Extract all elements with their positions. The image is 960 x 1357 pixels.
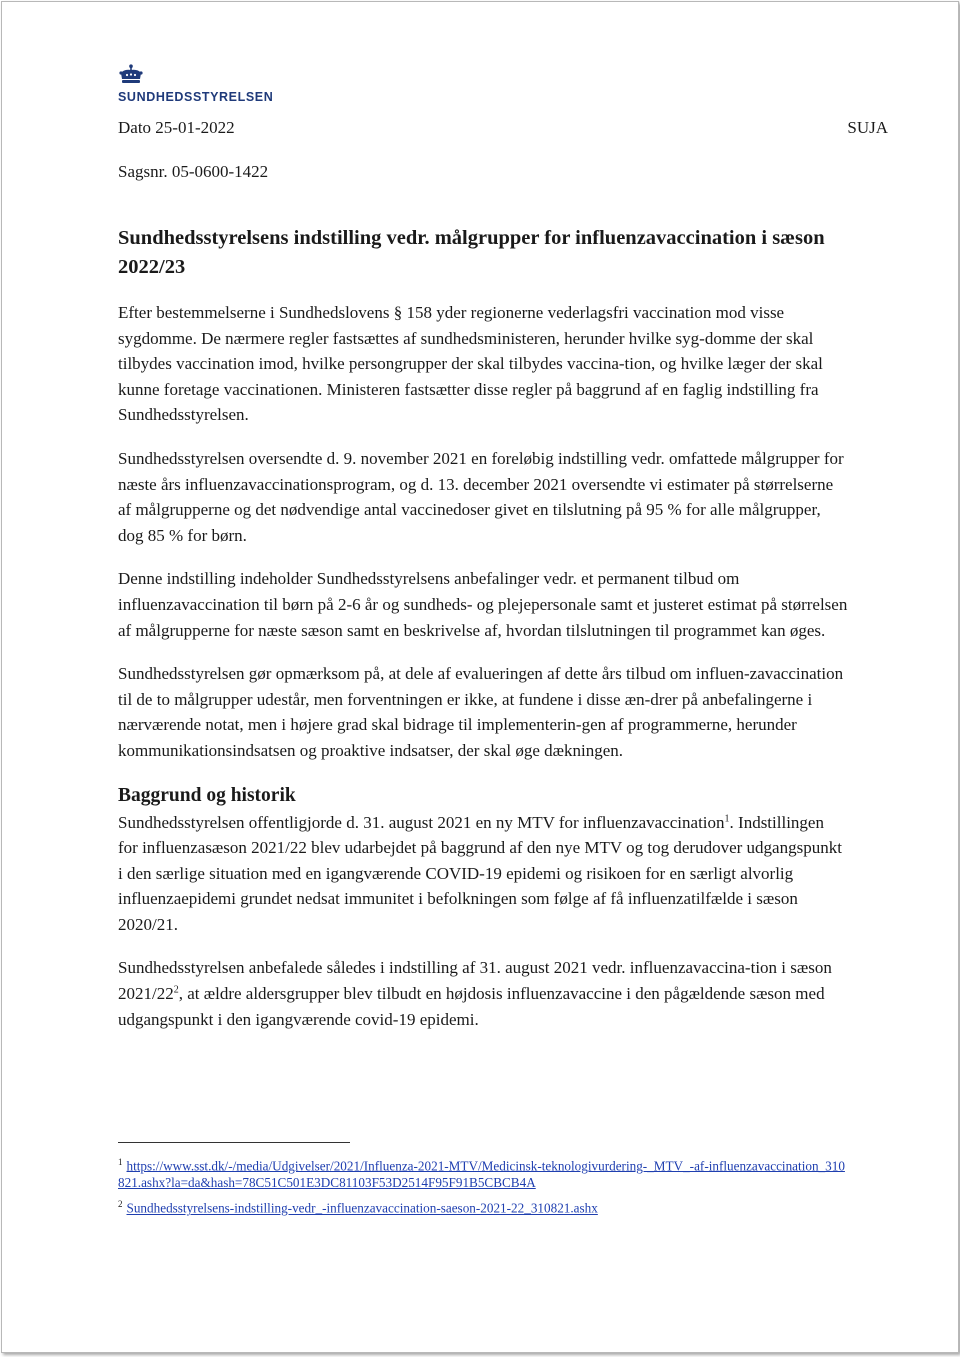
paragraph [118,955,848,1032]
case-number: Sagsnr. 05-0600-1422 [118,162,269,181]
document-title: Sundhedsstyrelsens indstilling vedr. målgrupper for influenzavaccination i sæson 2022/23 [118,227,825,278]
section-heading: Baggrund og historik [118,784,296,806]
footnote-link[interactable]: https://www.sst.dk/-/media/Udgivelser/2021/Influenza-2021-MTV/Medicinsk-teknologivurdering-_MTV_-af-influenzavaccination_310821.ashx?la=da&hash=78C51C501E3DC81103F53D2514F95F91B5CBCB4A [118,1158,845,1191]
document-body [118,224,848,1050]
logo-text: SUNDHEDSSTYRELSEN [118,90,274,104]
footnote-ref[interactable]: 1 [724,812,730,824]
footnote-number: 2 [118,1199,123,1210]
footnote-number: 1 [118,1157,123,1167]
footnote-separator [118,1142,350,1143]
footnote-ref[interactable]: 2 [173,984,179,996]
footnote [118,1196,848,1216]
footnote [118,1154,848,1191]
footnotes [118,1154,848,1222]
paragraph-text: . Indstillingen for influenzasæson 2021/22 blev udarbejdet på baggrund af den nye MTV og tog derudover udgangspunkt i den særlige situation med en igangværende COVID-19 epidemi og risikoen for en særligt alvorlig influenzaepidemi grundet nedsat immunitet i befolkningen som følge af få influenzatilfælde i sæson 2020/21. [118,812,842,934]
footnote-link[interactable]: Sundhedsstyrelsens-indstilling-vedr_-influenzavaccination-saeson-2021-22_310821.ashx [126,1200,598,1216]
paragraph: Efter bestemmelserne i Sundhedslovens § 158 yder regionerne vederlagsfri vaccination mod visse sygdomme. De nærmere regler fastsættes af sundhedsministeren, herunder hvilke syg-domme der skal tilbydes vaccination imod, hvilke persongrupper der skal tilbydes vaccina-tion, og hvilke læger der skal kunne foretage vaccinationen. Ministeren fastsætter disse regler på baggrund af en faglig indstilling fra Sundhedsstyrelsen. [118,303,823,425]
paragraph-text: Sundhedsstyrelsen anbefalede således i indstilling af 31. august 2021 vedr. influenzavaccina-tion i sæson 2021/22 [118,958,832,1004]
author-initials: SUJA [847,118,888,137]
paragraph: Denne indstilling indeholder Sundhedsstyrelsens anbefalinger vedr. et permanent tilbud om influenzavaccination til børn på 2-6 år og sundheds- og plejepersonale samt et justeret estimat på størrelsen af målgrupperne for næste sæson samt en beskrivelse af, hvordan tilslutningen til programmet kan øges. [118,569,848,640]
paragraph: Sundhedsstyrelsen gør opmærksom på, at dele af evalueringen af dette års tilbud om influen-zavaccination til de to målgrupper udestår, men forventningen er ikke, at fundene i disse æn-drer på anbefalingerne i nærværende notat, men i højere grad skal bidrage til implementerin-gen af programmerne, herunder kommunikationsindsatsen og proaktive indsatser, der skal øge dækningen. [118,664,844,760]
paragraph-text: Sundhedsstyrelsen offentligjorde d. 31. august 2021 en ny MTV for influenzavaccination [118,812,725,832]
paragraph [118,810,848,938]
document-page [1,1,959,1353]
paragraph-text: , at ældre aldersgrupper blev tilbudt en højdosis influenzavaccine i den pågældende sæson med udgangspunkt i den igangværende covid-19 epidemi. [118,984,825,1029]
document-date: Dato 25-01-2022 [118,118,235,137]
logo [118,64,288,104]
paragraph: Sundhedsstyrelsen oversendte d. 9. november 2021 en foreløbig indstilling vedr. omfattede målgrupper for næste års influenzavaccinationsprogram, og d. 13. december 2021 oversendte vi estimater på størrelserne af målgrupperne og det nødvendige antal vaccinedoser givet en tilslutning på 95 % for alle målgrupper, dog 85 % for børn. [118,448,844,545]
crown-icon [118,64,144,86]
